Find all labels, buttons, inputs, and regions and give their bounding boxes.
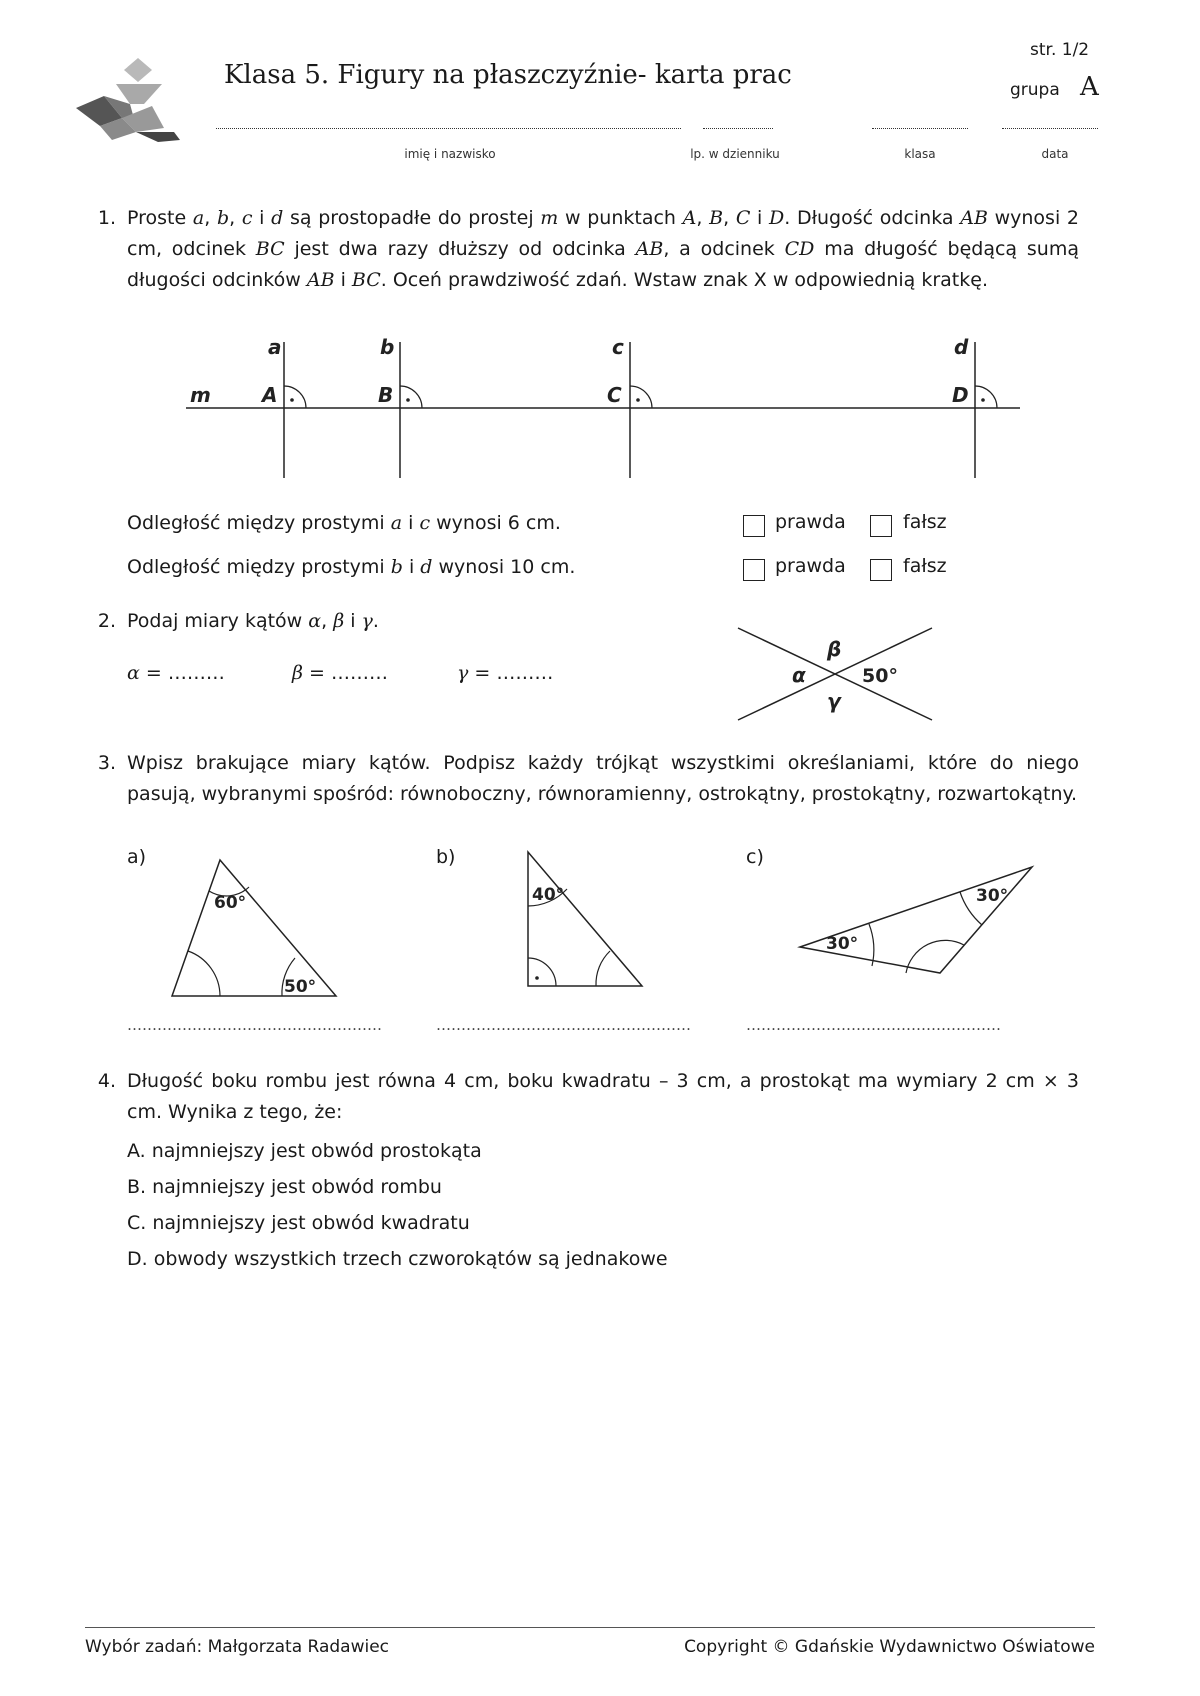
question-3-text: Wpisz brakujące miary kątów. Podpisz każdy trójkąt wszystkimi określaniami, które do niego pasują, wybranymi spośród: równoboczny, równoramienny, ostrokątny, prostokątny, rozwartokątny. [127, 752, 1079, 805]
triangle-b-angle-1: 40° [532, 885, 565, 905]
worksheet-title: Klasa 5. Figury na płaszczyźnie- karta prac [224, 60, 792, 90]
triangle-a [150, 850, 350, 1010]
triangle-c-answer-line[interactable]: …………………………………………… [746, 1016, 1001, 1034]
question-3-number: 3. [97, 752, 116, 774]
footer-author: Wybór zadań: Małgorzata Radawiec [85, 1637, 390, 1657]
beta-answer[interactable]: β = ……… [292, 662, 388, 684]
gamma-answer[interactable]: γ = ……… [457, 662, 554, 684]
point-a-label: A [262, 383, 278, 407]
triangle-c-angle-1: 30° [976, 886, 1009, 906]
publisher-logo [74, 56, 182, 148]
line-b-label: b [380, 335, 395, 359]
statement-1-true-label: prawda [775, 511, 846, 533]
statement-1: Odległość między prostymi a i c wynosi 6 cm. [127, 512, 561, 534]
line-c-label: c [612, 335, 624, 359]
point-c-label: C [607, 383, 622, 407]
triangle-a-answer-line[interactable]: …………………………………………… [127, 1016, 382, 1034]
point-b-label: B [378, 383, 394, 407]
option-b[interactable]: B. najmniejszy jest obwód rombu [127, 1176, 442, 1198]
triangle-b-answer-line[interactable]: …………………………………………… [436, 1016, 691, 1034]
statement-2-true-checkbox[interactable] [743, 559, 765, 581]
triangle-c [790, 855, 1040, 985]
point-d-label: D [952, 383, 969, 407]
line-m-label: m [190, 383, 211, 407]
option-d[interactable]: D. obwody wszystkich trzech czworokątów są jednakowe [127, 1248, 668, 1270]
group-letter: A [1080, 72, 1099, 102]
statement-2: Odległość między prostymi b i d wynosi 10 cm. [127, 556, 576, 578]
group-label: grupa [1010, 80, 1060, 100]
triangle-a-label: a) [127, 846, 147, 868]
question-1-text: Proste a, b, c i d są prostopadłe do prostej m w punktach A, B, C i D. Długość odcinka AB wynosi 2 cm, odcinek BC jest dwa razy dłuższy od odcinka AB, a odcinek CD ma długość będącą sumą długości odcinków AB i BC. Oceń prawdziwość zdań. Wstaw znak X w odpowiednią kratkę. [127, 207, 1079, 291]
statement-1-true-checkbox[interactable] [743, 515, 765, 537]
question-1-number: 1. [97, 207, 116, 229]
gamma-label: γ [827, 689, 841, 713]
alpha-label: α [792, 663, 806, 687]
triangle-b [520, 840, 650, 1000]
triangle-a-angle-2: 50° [284, 977, 317, 997]
beta-label: β [827, 637, 842, 661]
triangle-a-angle-1: 60° [214, 893, 247, 913]
question-2-text: Podaj miary kątów α, β i γ. [127, 610, 379, 632]
option-c[interactable]: C. najmniejszy jest obwód kwadratu [127, 1212, 470, 1234]
name-field-label: imię i nazwisko [404, 147, 496, 161]
triangle-b-label: b) [436, 846, 456, 868]
date-field-label: data [1041, 147, 1069, 161]
perpendicular-lines-figure [180, 330, 1030, 480]
line-d-label: d [954, 335, 969, 359]
triangle-c-angle-2: 30° [826, 934, 859, 954]
date-field[interactable] [1002, 128, 1098, 129]
statement-1-false-label: fałsz [903, 511, 947, 533]
statement-2-false-label: fałsz [903, 555, 947, 577]
question-2-number: 2. [97, 610, 116, 632]
question-4-number: 4. [97, 1070, 116, 1092]
class-field[interactable] [872, 128, 968, 129]
question-4-text: Długość boku rombu jest równa 4 cm, boku kwadratu – 3 cm, a prostokąt ma wymiary 2 cm × 3 cm. Wynika z tego, że: [127, 1070, 1079, 1123]
given-angle-label: 50° [862, 665, 898, 687]
footer-divider [85, 1627, 1095, 1628]
class-number-field[interactable] [703, 128, 773, 129]
class-field-label: klasa [904, 147, 936, 161]
statement-2-true-label: prawda [775, 555, 846, 577]
page-number: str. 1/2 [1030, 40, 1090, 60]
name-field[interactable] [216, 128, 681, 129]
line-a-label: a [268, 335, 282, 359]
alpha-answer[interactable]: α = ……… [127, 662, 225, 684]
intersecting-lines-figure [730, 622, 940, 726]
footer-copyright: Copyright © Gdańskie Wydawnictwo Oświatowe [684, 1637, 1095, 1657]
statement-1-false-checkbox[interactable] [870, 515, 892, 537]
class-number-field-label: lp. w dzienniku [690, 147, 780, 161]
triangle-c-label: c) [746, 846, 764, 868]
statement-2-false-checkbox[interactable] [870, 559, 892, 581]
option-a[interactable]: A. najmniejszy jest obwód prostokąta [127, 1140, 482, 1162]
